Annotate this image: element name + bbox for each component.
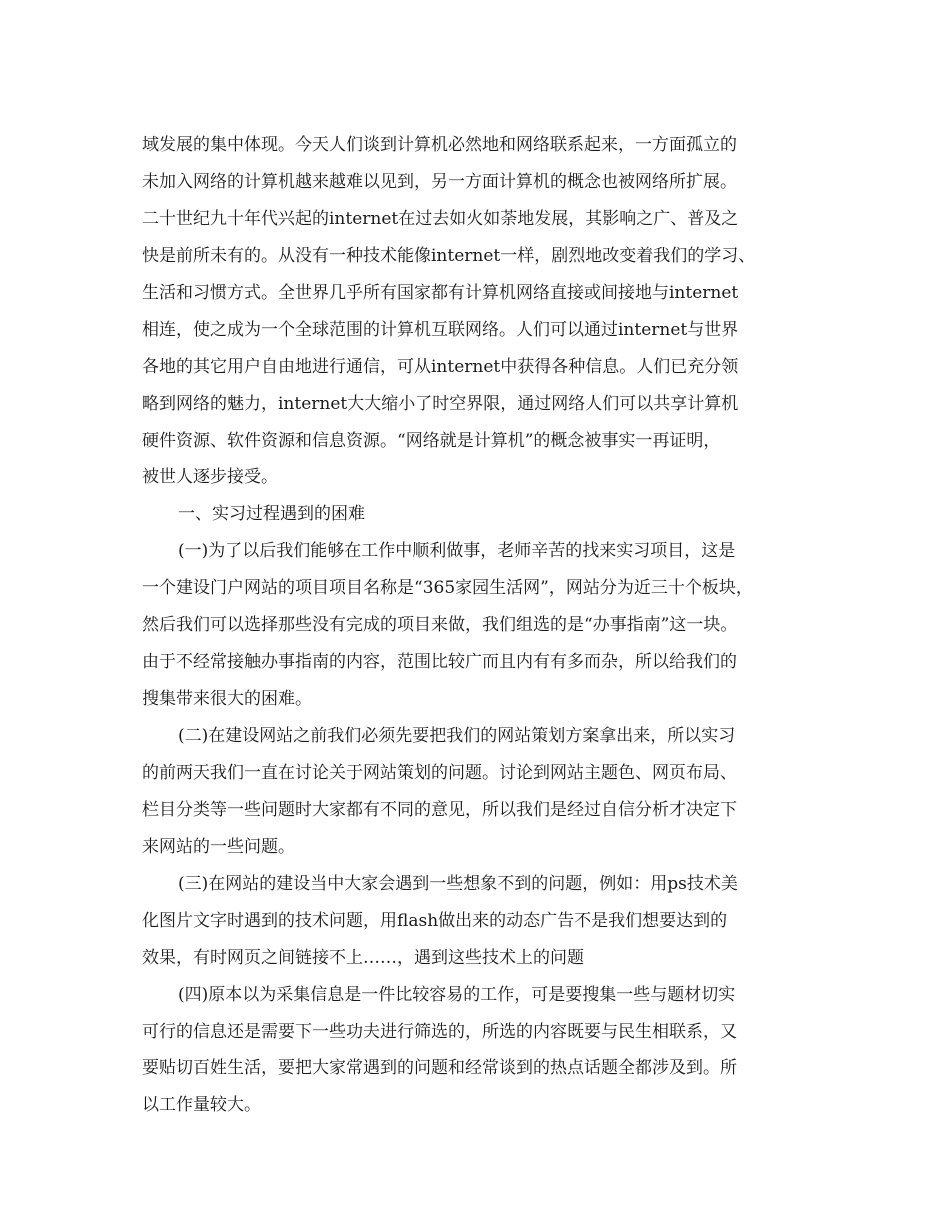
text-line: 化图片文字时遇到的技术问题，用flash做出来的动态广告不是我们想要达到的 [142,910,728,931]
text-line: 来网站的一些问题。 [142,836,295,857]
text-line: 然后我们可以选择那些没有完成的项目来做，我们组选的是“办事指南”这一块。 [142,615,738,636]
text-line: 快是前所未有的。从没有一种技术能像internet一样，剧烈地改变着我们的学习、 [142,245,756,266]
document-body [142,127,822,1124]
text-line: 各地的其它用户自由地进行通信，可从internet中获得各种信息。人们已充分领 [142,356,739,377]
text-line: 未加入网络的计算机越来越难以见到，另一方面计算机的概念也被网络所扩展。 [142,171,737,192]
text-line: 以工作量较大。 [142,1095,261,1116]
text-line: (二)在建设网站之前我们必须先要把我们的网站策划方案拿出来，所以实习 [178,726,736,746]
paragraph-difficulty-4 [142,977,822,1125]
text-line: 被世人逐步接受。 [142,467,278,488]
text-line: 域发展的集中体现。今天人们谈到计算机必然地和网络联系起来，一方面孤立的 [142,135,737,155]
text-line: 可行的信息还是需要下一些功夫进行筛选的，所选的内容既要与民生相联系，又 [142,1021,737,1042]
paragraph-difficulty-3 [142,866,822,977]
section-heading: 一、实习过程遇到的困难 [178,504,365,525]
text-line: 效果，有时网页之间链接不上……，遇到这些技术上的问题 [142,947,584,968]
text-line: (四)原本以为采集信息是一件比较容易的工作，可是要搜集一些与题材切实 [178,984,736,1005]
text-line: 由于不经常接触办事指南的内容，范围比较广而且内有有多而杂，所以给我们的 [142,652,737,673]
text-line: 二十世纪九十年代兴起的internet在过去如火如荼地发展，其影响之广、普及之 [142,208,739,229]
text-line: 的前两天我们一直在讨论关于网站策划的问题。讨论到网站主题色、网页布局、 [142,762,737,783]
text-line: 生活和习惯方式。全世界几乎所有国家都有计算机网络直接或间接地与internet [142,282,739,303]
text-line: (一)为了以后我们能够在工作中顺利做事，老师辛苦的找来实习项目，这是 [178,541,736,562]
text-line: 一个建设门户网站的项目项目名称是“365家园生活网”，网站分为近三十个板块， [142,578,753,599]
text-line: 相连，使之成为一个全球范围的计算机互联网络。人们可以通过internet与世界 [142,319,739,340]
text-line: 略到网络的魅力，internet大大缩小了时空界限，通过网络人们可以共享计算机 [142,393,739,414]
paragraph-difficulty-1 [142,533,822,718]
text-line: 硬件资源、软件资源和信息资源。“网络就是计算机”的概念被事实一再证明， [142,430,721,451]
text-line: 栏目分类等一些问题时大家都有不同的意见，所以我们是经过自信分析才决定下 [142,799,737,820]
text-line: 要贴切百姓生活，要把大家常遇到的问题和经常谈到的热点话题全都涉及到。所 [142,1058,737,1079]
text-line: (三)在网站的建设当中大家会遇到一些想象不到的问题，例如：用ps技术美 [178,873,738,894]
text-line: 搜集带来很大的困难。 [142,689,312,710]
paragraph-intro [142,127,822,496]
paragraph-difficulty-2 [142,718,822,866]
